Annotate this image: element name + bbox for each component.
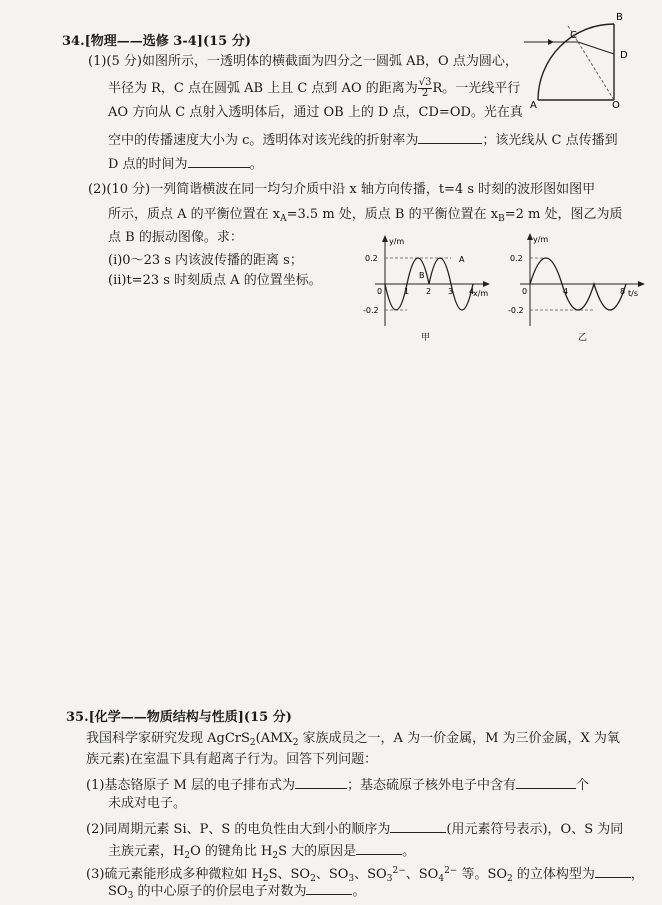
label-d: D — [620, 50, 628, 61]
jia-ytick-zero: 0 — [377, 287, 383, 296]
jia-xtick-4: 4 — [469, 287, 475, 296]
yi-ytick-pos: 0.2 — [510, 254, 523, 263]
q34-p1-line2 — [108, 78, 520, 99]
q35-q3j: 的中心原子的价层电子对数为 — [133, 884, 307, 899]
q34-header — [62, 33, 251, 51]
q34-p1-line4b: ；该光线从 C 点传播到 — [482, 133, 618, 148]
label-c: C — [570, 30, 577, 41]
q35-q2c-sub: 2 — [184, 851, 191, 861]
q34-p1-line2b: R。一光线平行 — [432, 81, 521, 96]
yi-ytick-zero: 0 — [522, 287, 528, 296]
answer-blank-so2-geometry[interactable] — [595, 863, 631, 878]
yi-caption: 乙 — [578, 333, 588, 343]
q35-q1-line2: 未成对电子。 — [108, 796, 187, 811]
q35-q3f: 等。SO — [457, 867, 508, 882]
jia-xtick-3: 3 — [448, 287, 454, 296]
q35-q3b: S、SO — [268, 867, 311, 882]
q35-q3i: SO — [108, 884, 128, 899]
answer-blank-unpaired[interactable] — [516, 774, 576, 789]
answer-blank-refractive-index[interactable] — [418, 129, 482, 144]
answer-blank-time[interactable] — [188, 153, 250, 168]
frac-denominator: 2 — [421, 88, 429, 99]
q34-p2-line3: 点 B 的振动图像。求： — [108, 230, 243, 245]
yi-ytick-neg: -0.2 — [508, 306, 524, 315]
q34-p1-line1: (1)(5 分)如图所示，一透明体的横截面为四分之一圆弧 AB，O 点为圆心， — [88, 54, 518, 69]
sub-b: B — [498, 214, 505, 224]
q35-header — [66, 709, 292, 727]
q34-p2-line2c: =2 m 处，图乙为质 — [504, 207, 623, 222]
q35-q3d-sup: 2− — [392, 866, 406, 876]
q35-sub2: 2 — [292, 738, 299, 748]
q35-q2-line1 — [86, 818, 623, 839]
q35-q3a: (3)硫元素能形成多种微粒如 H — [86, 867, 263, 882]
q35-q1c: 个 — [576, 778, 590, 793]
q35-q1-line1 — [86, 774, 589, 795]
q35-q3i-sub: 3 — [127, 891, 134, 901]
q34-p1-line2a: 半径为 R，C 点在圆弧 AB 上且 C 点到 AO 的距离为 — [108, 81, 418, 96]
q34-p1-line5b: 。 — [249, 157, 263, 172]
q35-q3f-sub: 2 — [507, 874, 513, 884]
q35-number: 35. — [66, 710, 89, 725]
q35-q3d: 、SO — [354, 867, 387, 882]
q35-q3e-sub: 4 — [438, 874, 445, 884]
q35-q3a-sub: 2 — [262, 874, 269, 884]
q34-p1-line5a: D 点的时间为 — [108, 157, 188, 172]
q35-line1c: 家族成员之一，A 为一价金属，M 为三价金属，X 为氧 — [298, 731, 620, 746]
jia-ytick-pos: 0.2 — [365, 254, 378, 263]
vibration-graph-yi — [500, 230, 650, 344]
q34-p2-line2 — [108, 206, 622, 228]
yi-xlabel: t/s — [628, 289, 638, 298]
q35-q3d-sub: 3 — [386, 874, 393, 884]
q35-q3h: ， — [630, 867, 644, 882]
sqrt3-over-2 — [418, 78, 433, 99]
q34-p1-line3: AO 方向从 C 点射入透明体后，通过 OB 上的 D 点，CD=OD。光在真 — [108, 105, 523, 120]
jia-ylabel: y/m — [389, 237, 405, 246]
answer-blank-electronegativity[interactable] — [390, 818, 446, 833]
q35-q2b: (用元素符号表示)，O、S 为同 — [446, 822, 624, 837]
q35-q3g: 的立体构型为 — [512, 867, 595, 882]
jia-xtick-2: 2 — [426, 287, 432, 296]
q35-q3c-sub: 3 — [348, 874, 355, 884]
q34-p2-line1: (2)(10 分)一列简谐横波在同一均匀介质中沿 x 轴方向传播，t=4 s 时刻的波形图如图甲 — [88, 182, 596, 197]
q35-q1b: ；基态硫原子核外电子中含有 — [347, 778, 517, 793]
yi-ylabel: y/m — [533, 235, 549, 244]
jia-point-a: A — [459, 255, 465, 264]
q34-p2-line2a: 所示，质点 A 的平衡位置在 x — [108, 207, 281, 222]
jia-caption: 甲 — [421, 333, 431, 343]
q35-q2d: O 的键角比 H — [190, 844, 273, 859]
q35-q3e-sup: 2− — [444, 866, 458, 876]
jia-xtick-1: 1 — [404, 287, 410, 296]
q35-line1a: 我国科学家研究发现 AgCrS — [86, 731, 250, 746]
q35-line2: 族元素)在室温下具有超离子行为。回答下列问题： — [86, 752, 378, 767]
q35-line1 — [86, 730, 620, 752]
q35-q3k: 。 — [352, 884, 366, 899]
sub-a: A — [280, 214, 287, 224]
q34-p1-line4 — [108, 129, 618, 150]
yi-xtick-4: 4 — [563, 287, 569, 296]
frac-numerator: √3 — [418, 77, 432, 88]
q34-number: 34. — [62, 34, 85, 49]
q35-q3e: 、SO — [405, 867, 439, 882]
jia-point-b: B — [419, 271, 425, 280]
answer-blank-cr-config[interactable] — [295, 774, 347, 789]
q35-q1a: (1)基态铬原子 M 层的电子排布式为 — [86, 778, 295, 793]
q35-q3b-sub: 2 — [310, 874, 316, 884]
wave-graph-jia — [355, 232, 500, 344]
jia-xlabel: x/m — [473, 289, 489, 298]
q35-q3-line2 — [108, 880, 365, 905]
jia-ytick-neg: -0.2 — [363, 306, 379, 315]
q35-q2e: S 大的原因是 — [278, 844, 357, 859]
q34-p2-line2b: =3.5 m 处，质点 B 的平衡位置在 x — [286, 207, 499, 222]
q35-q2f: 。 — [402, 844, 416, 859]
q35-q3c: 、SO — [315, 867, 349, 882]
label-a: A — [530, 100, 537, 108]
yi-xtick-8: 8 — [620, 287, 626, 296]
label-o: O — [612, 100, 620, 108]
q35-title: [化学——物质结构与性质](15 分) — [88, 710, 292, 725]
answer-blank-electron-pairs[interactable] — [306, 880, 352, 895]
q35-q2c: 主族元素，H — [108, 844, 185, 859]
q34-title: [物理——选修 3-4](15 分) — [84, 34, 251, 49]
q35-q2d-sub: 2 — [272, 851, 279, 861]
q35-sub1: 2 — [249, 738, 256, 748]
q34-p2-sub-ii: (ⅱ)t=23 s 时刻质点 A 的位置坐标。 — [108, 273, 322, 288]
answer-blank-bond-angle[interactable] — [356, 840, 402, 855]
q35-q2a: (2)同周期元素 Si、P、S 的电负性由大到小的顺序为 — [86, 822, 391, 837]
q34-p2-sub-i: (ⅰ)0～23 s 内该波传播的距离 s； — [108, 253, 303, 268]
q35-line1b: (AMX — [255, 731, 293, 746]
q34-p1-line4a: 空中的传播速度大小为 c。透明体对该光线的折射率为 — [108, 133, 419, 148]
quarter-circle-figure — [520, 8, 640, 108]
q34-p1-line5 — [108, 153, 263, 174]
label-b: B — [616, 12, 623, 23]
